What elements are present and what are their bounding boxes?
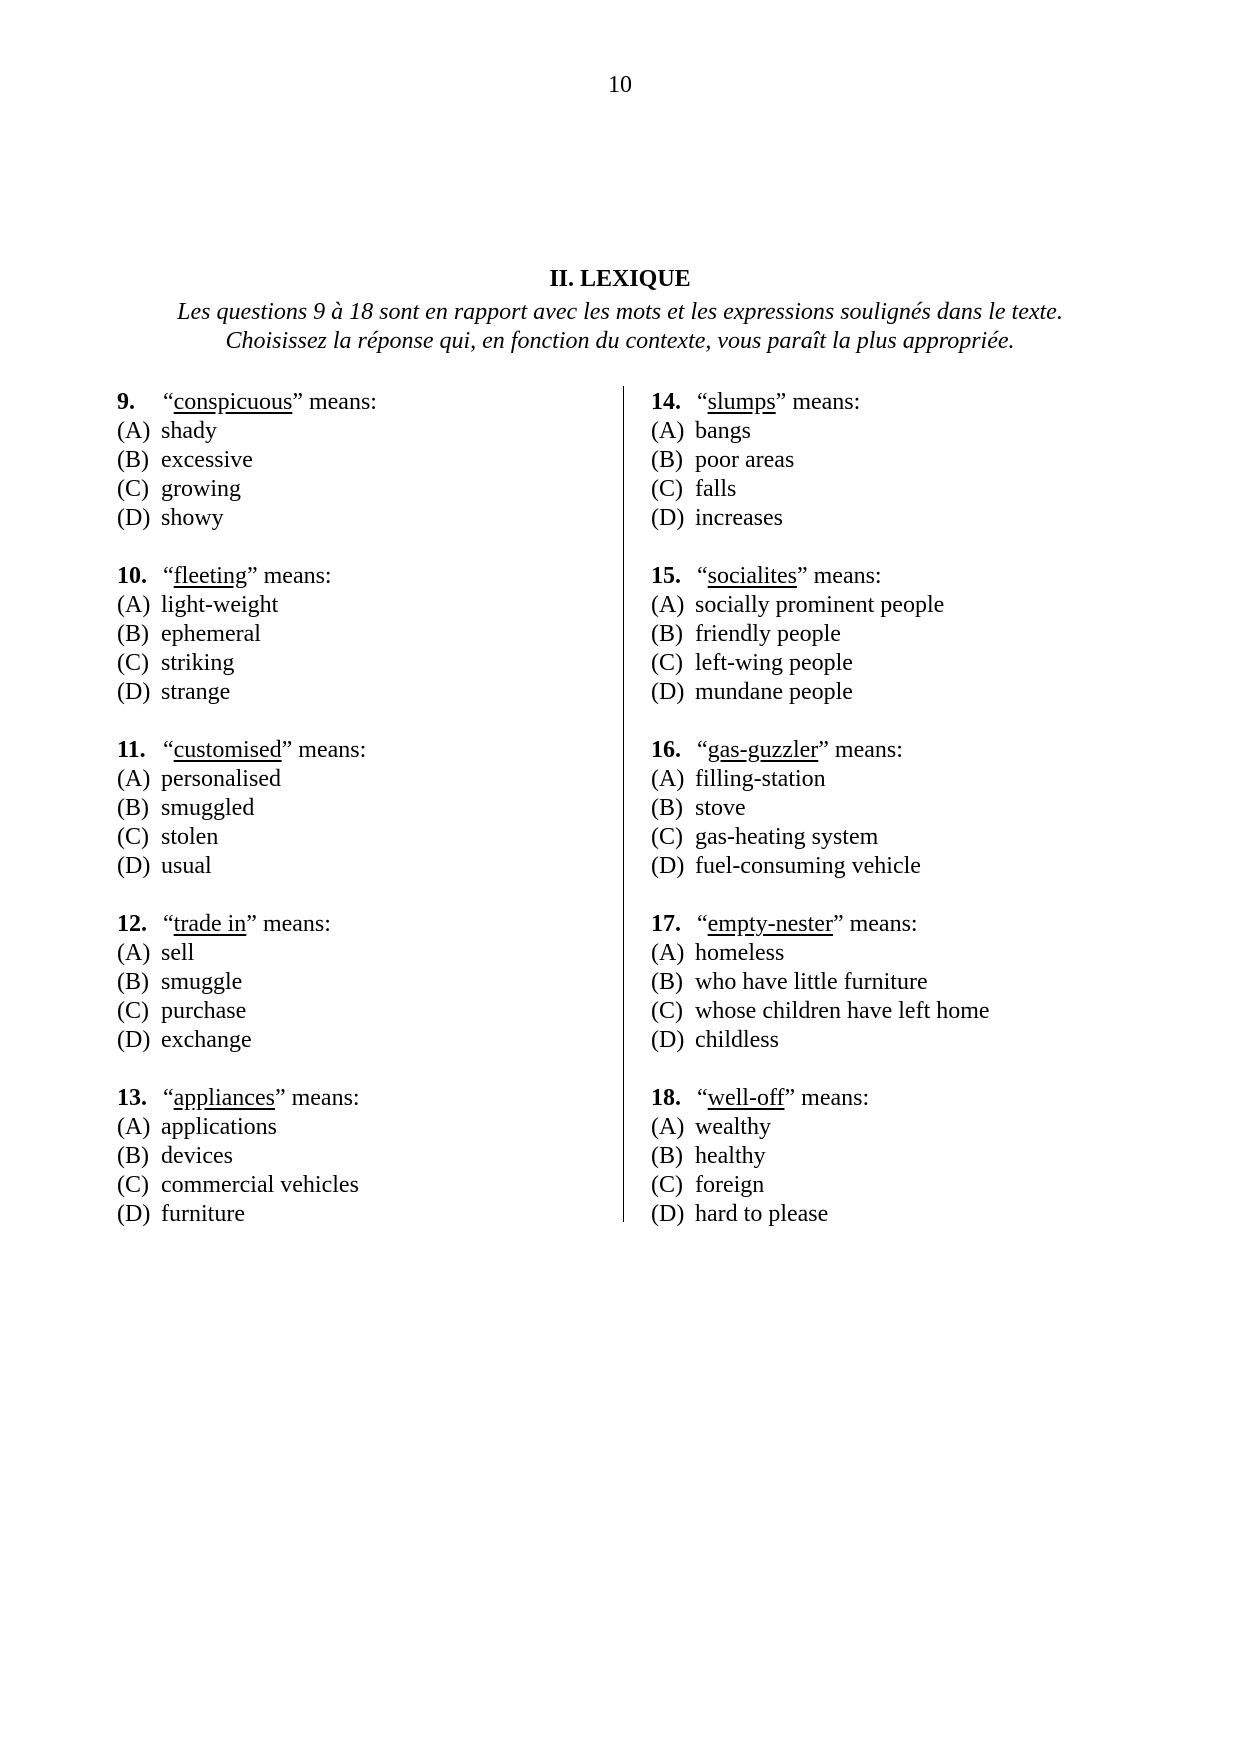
question xyxy=(117,736,637,881)
question-number: 17. xyxy=(651,911,681,937)
option-letter: (A) xyxy=(651,418,685,444)
option-text: homeless xyxy=(695,940,785,966)
question-prompt xyxy=(651,1084,1171,1113)
option-text: falls xyxy=(695,476,737,502)
option-letter: (D) xyxy=(651,1201,685,1227)
option-text: ephemeral xyxy=(161,621,261,647)
question-number: 11. xyxy=(117,737,146,763)
option-letter: (B) xyxy=(117,795,149,821)
option-letter: (D) xyxy=(651,505,685,531)
answer-option xyxy=(651,1026,1171,1055)
open-quote: “ xyxy=(163,737,174,763)
option-text: mundane people xyxy=(695,679,853,705)
option-text: poor areas xyxy=(695,447,795,473)
answer-option xyxy=(651,1142,1171,1171)
option-text: hard to please xyxy=(695,1201,829,1227)
question xyxy=(651,1084,1171,1229)
option-text: shady xyxy=(161,418,217,444)
prompt-suffix: ” means: xyxy=(246,563,332,589)
option-letter: (D) xyxy=(117,1027,151,1053)
answer-option xyxy=(117,852,637,881)
answer-option xyxy=(117,939,637,968)
option-text: exchange xyxy=(161,1027,252,1053)
answer-option xyxy=(651,620,1171,649)
option-letter: (B) xyxy=(117,1143,149,1169)
answer-option xyxy=(651,678,1171,707)
answer-option xyxy=(651,794,1171,823)
open-quote: “ xyxy=(163,563,174,589)
question-prompt xyxy=(117,910,637,939)
option-letter: (A) xyxy=(651,592,685,618)
option-letter: (A) xyxy=(117,592,151,618)
answer-option xyxy=(117,504,637,533)
answer-option xyxy=(651,852,1171,881)
option-text: healthy xyxy=(695,1143,766,1169)
option-text: who have little furniture xyxy=(695,969,928,995)
question xyxy=(651,388,1171,533)
prompt-suffix: ” means: xyxy=(281,737,367,763)
questions-right-column xyxy=(651,388,1171,1229)
option-text: sell xyxy=(161,940,195,966)
underlined-term: trade in xyxy=(173,911,247,937)
question xyxy=(651,910,1171,1055)
option-text: childless xyxy=(695,1027,779,1053)
answer-option xyxy=(651,1200,1171,1229)
option-letter: (D) xyxy=(651,1027,685,1053)
answer-options xyxy=(117,1113,637,1229)
prompt-suffix: ” means: xyxy=(796,563,882,589)
option-text: friendly people xyxy=(695,621,841,647)
prompt-suffix: ” means: xyxy=(775,389,861,415)
option-text: growing xyxy=(161,476,241,502)
prompt-suffix: ” means: xyxy=(784,1085,870,1111)
question-prompt xyxy=(651,388,1171,417)
instruction-line: Les questions 9 à 18 sont en rapport avec les mots et les expressions soulignés dans le texte. xyxy=(177,299,1063,325)
option-text: stove xyxy=(695,795,746,821)
open-quote: “ xyxy=(163,389,174,415)
answer-options xyxy=(117,591,637,707)
open-quote: “ xyxy=(697,563,708,589)
answer-option xyxy=(117,475,637,504)
option-text: light-weight xyxy=(161,592,279,618)
answer-option xyxy=(117,1026,637,1055)
option-text: applications xyxy=(161,1114,277,1140)
answer-option xyxy=(651,765,1171,794)
option-letter: (C) xyxy=(117,476,149,502)
answer-option xyxy=(117,678,637,707)
question xyxy=(117,388,637,533)
option-text: filling-station xyxy=(695,766,826,792)
option-text: foreign xyxy=(695,1172,765,1198)
option-letter: (C) xyxy=(651,1172,683,1198)
question-prompt xyxy=(117,562,637,591)
question-prompt xyxy=(117,388,637,417)
question xyxy=(651,736,1171,881)
question-number: 14. xyxy=(651,389,681,415)
questions-left-column xyxy=(117,388,637,1229)
answer-options xyxy=(651,1113,1171,1229)
question-prompt xyxy=(651,910,1171,939)
answer-option xyxy=(651,1171,1171,1200)
answer-option xyxy=(651,939,1171,968)
option-text: stolen xyxy=(161,824,219,850)
answer-options xyxy=(117,417,637,533)
answer-option xyxy=(117,1142,637,1171)
underlined-term: appliances xyxy=(173,1085,275,1111)
option-letter: (C) xyxy=(117,998,149,1024)
option-text: wealthy xyxy=(695,1114,771,1140)
question-prompt xyxy=(117,1084,637,1113)
question-prompt xyxy=(117,736,637,765)
underlined-term: customised xyxy=(173,737,282,763)
answer-option xyxy=(117,1113,637,1142)
answer-option xyxy=(117,591,637,620)
answer-option xyxy=(117,649,637,678)
answer-option xyxy=(651,417,1171,446)
option-text: furniture xyxy=(161,1201,245,1227)
option-letter: (D) xyxy=(117,679,151,705)
answer-option xyxy=(117,823,637,852)
option-text: smuggle xyxy=(161,969,243,995)
question-number: 9. xyxy=(117,389,135,415)
option-letter: (A) xyxy=(651,1114,685,1140)
question-number: 18. xyxy=(651,1085,681,1111)
question-number: 13. xyxy=(117,1085,147,1111)
option-text: increases xyxy=(695,505,783,531)
answer-options xyxy=(651,417,1171,533)
answer-option xyxy=(651,997,1171,1026)
option-letter: (C) xyxy=(651,650,683,676)
answer-option xyxy=(117,765,637,794)
option-letter: (B) xyxy=(117,969,149,995)
option-text: strange xyxy=(161,679,231,705)
option-letter: (C) xyxy=(651,476,683,502)
section-instructions xyxy=(0,298,1240,356)
open-quote: “ xyxy=(697,911,708,937)
option-text: striking xyxy=(161,650,235,676)
answer-options xyxy=(651,939,1171,1055)
option-letter: (C) xyxy=(117,1172,149,1198)
answer-options xyxy=(651,591,1171,707)
option-letter: (A) xyxy=(117,766,151,792)
answer-options xyxy=(651,765,1171,881)
option-text: excessive xyxy=(161,447,253,473)
answer-option xyxy=(117,794,637,823)
answer-option xyxy=(651,591,1171,620)
option-text: usual xyxy=(161,853,212,879)
section-title: II. LEXIQUE xyxy=(549,266,691,292)
open-quote: “ xyxy=(163,1085,174,1111)
option-letter: (B) xyxy=(117,447,149,473)
answer-options xyxy=(117,765,637,881)
option-letter: (C) xyxy=(117,824,149,850)
page-number: 10 xyxy=(608,72,632,98)
underlined-term: slumps xyxy=(707,389,776,415)
answer-option xyxy=(117,446,637,475)
option-text: bangs xyxy=(695,418,751,444)
option-text: purchase xyxy=(161,998,247,1024)
option-letter: (B) xyxy=(651,1143,683,1169)
answer-option xyxy=(117,968,637,997)
answer-option xyxy=(117,417,637,446)
underlined-term: gas-guzzler xyxy=(707,737,819,763)
answer-option xyxy=(117,1200,637,1229)
option-letter: (D) xyxy=(651,853,685,879)
option-letter: (A) xyxy=(117,940,151,966)
option-letter: (A) xyxy=(651,766,685,792)
underlined-term: fleeting xyxy=(173,563,247,589)
open-quote: “ xyxy=(163,911,174,937)
underlined-term: socialites xyxy=(707,563,797,589)
answer-option xyxy=(651,649,1171,678)
open-quote: “ xyxy=(697,389,708,415)
option-letter: (A) xyxy=(117,1114,151,1140)
option-letter: (C) xyxy=(651,824,683,850)
option-text: fuel-consuming vehicle xyxy=(695,853,921,879)
option-text: showy xyxy=(161,505,224,531)
question xyxy=(117,910,637,1055)
prompt-suffix: ” means: xyxy=(818,737,903,763)
option-text: whose children have left home xyxy=(695,998,990,1024)
underlined-term: empty-nester xyxy=(707,911,833,937)
answer-option xyxy=(651,504,1171,533)
option-text: smuggled xyxy=(161,795,255,821)
question-number: 12. xyxy=(117,911,147,937)
question-number: 15. xyxy=(651,563,681,589)
option-letter: (B) xyxy=(651,447,683,473)
option-letter: (B) xyxy=(651,969,683,995)
instruction-line: Choisissez la réponse qui, en fonction du contexte, vous paraît la plus appropriée. xyxy=(225,328,1015,354)
option-text: personalised xyxy=(161,766,281,792)
option-letter: (D) xyxy=(117,505,151,531)
option-text: devices xyxy=(161,1143,233,1169)
option-letter: (D) xyxy=(117,853,151,879)
underlined-term: conspicuous xyxy=(173,389,293,415)
option-text: gas-heating system xyxy=(695,824,879,850)
question xyxy=(117,1084,637,1229)
column-divider xyxy=(623,386,624,1222)
prompt-suffix: ” means: xyxy=(832,911,918,937)
option-letter: (B) xyxy=(651,621,683,647)
option-text: socially prominent people xyxy=(695,592,945,618)
answer-options xyxy=(117,939,637,1055)
option-letter: (C) xyxy=(117,650,149,676)
option-letter: (D) xyxy=(117,1201,151,1227)
option-letter: (B) xyxy=(651,795,683,821)
answer-option xyxy=(651,823,1171,852)
question-number: 16. xyxy=(651,737,681,763)
open-quote: “ xyxy=(697,1085,708,1111)
option-letter: (C) xyxy=(651,998,683,1024)
answer-option xyxy=(651,475,1171,504)
option-letter: (A) xyxy=(117,418,151,444)
option-letter: (A) xyxy=(651,940,685,966)
answer-option xyxy=(117,997,637,1026)
answer-option xyxy=(651,1113,1171,1142)
prompt-suffix: ” means: xyxy=(274,1085,360,1111)
question-prompt xyxy=(651,562,1171,591)
option-letter: (D) xyxy=(651,679,685,705)
option-text: left-wing people xyxy=(695,650,853,676)
question xyxy=(651,562,1171,707)
question-prompt xyxy=(651,736,1171,765)
prompt-suffix: ” means: xyxy=(292,389,377,415)
answer-option xyxy=(117,1171,637,1200)
question xyxy=(117,562,637,707)
prompt-suffix: ” means: xyxy=(246,911,331,937)
underlined-term: well-off xyxy=(707,1085,785,1111)
answer-option xyxy=(651,968,1171,997)
option-letter: (B) xyxy=(117,621,149,647)
answer-option xyxy=(117,620,637,649)
answer-option xyxy=(651,446,1171,475)
option-text: commercial vehicles xyxy=(161,1172,359,1198)
open-quote: “ xyxy=(697,737,708,763)
question-number: 10. xyxy=(117,563,147,589)
